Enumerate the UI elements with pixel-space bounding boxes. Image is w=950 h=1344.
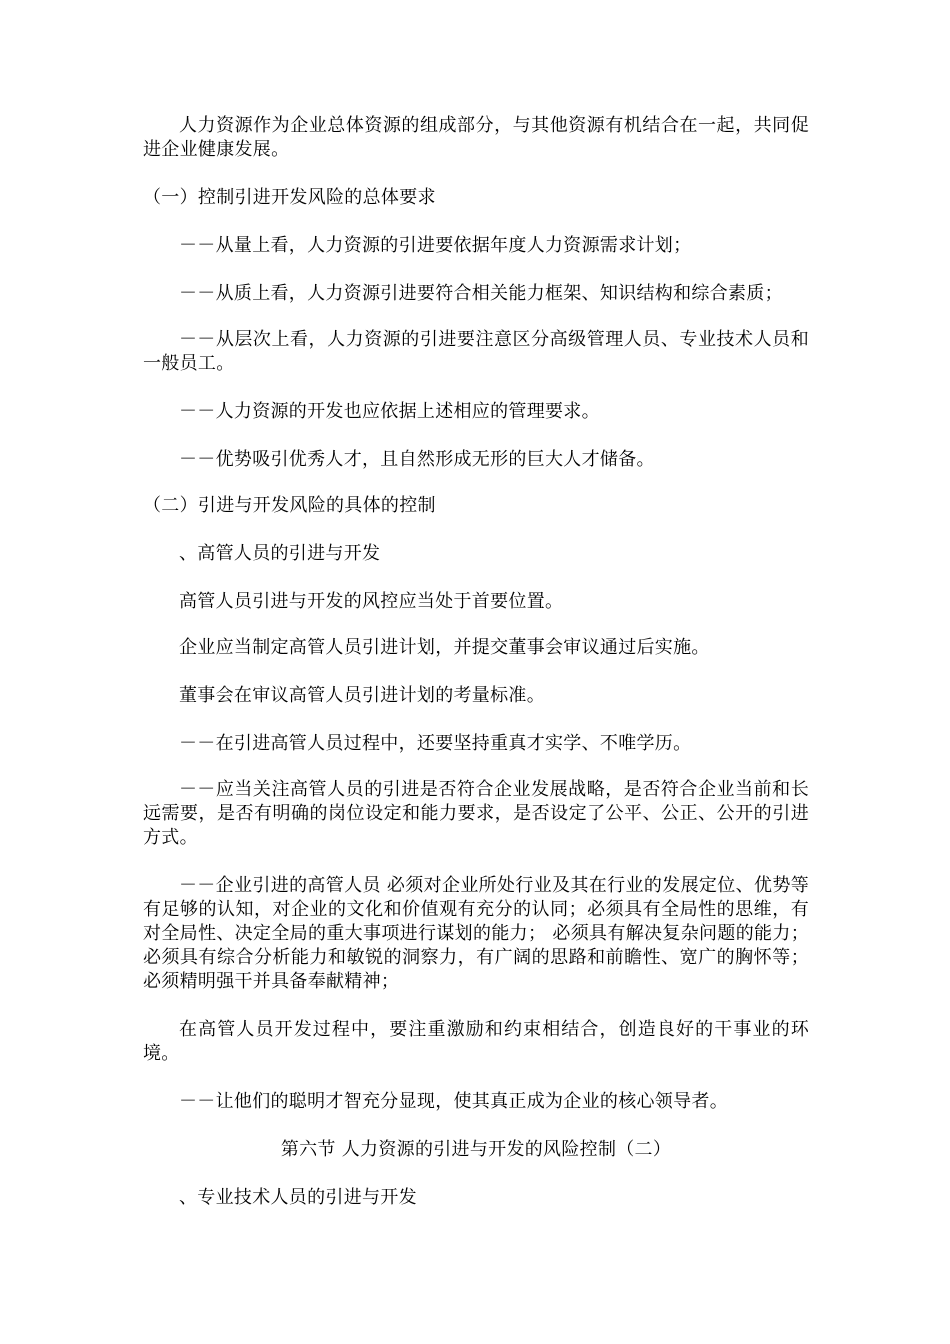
section-title: 第六节 人力资源的引进与开发的风险控制（二） [280,1139,672,1160]
section-heading-2: （二）引进与开发风险的具体的控制 [143,495,436,516]
paragraph-leaders: －－让他们的聪明才智充分显现，使其真正成为企业的核心领导者。 [179,1091,728,1112]
paragraph-quality: －－从质上看，人力资源引进要符合相关能力框架、知识结构和综合素质； [179,283,783,304]
paragraph-priority: 高管人员引进与开发的风控应当处于首要位置。 [179,591,564,612]
paragraph-plan: 企业应当制定高管人员引进计划，并提交董事会审议通过后实施。 [179,637,710,658]
paragraph-requirements: －－企业引进的高管人员 必须对企业所处行业及其在行业的发展定位、优势等有足够的认知，对企业的文化和价值观有充分的认同；必须具有全局性的思维，有对全局性、决定全局的重大事项进行谋划的能力； 必须具有解决复杂问题的能力；必须具有综合分析能力和敏锐的洞察力，有广阔的思路和前瞻性、宽广的胸怀等；必须精明强干并具备奉献精神； [143,875,809,992]
paragraph-level: －－从层次上看，人力资源的引进要注意区分高级管理人员、专业技术人员和一般员工。 [143,329,809,374]
paragraph-attract: －－优势吸引优秀人才，且自然形成无形的巨大人才储备。 [179,449,655,470]
paragraph-development: －－人力资源的开发也应依据上述相应的管理要求。 [179,401,600,422]
paragraph-strategy: －－应当关注高管人员的引进是否符合企业发展战略，是否符合企业当前和长远需要，是否有明确的岗位设定和能力要求，是否设定了公平、公正、公开的引进方式。 [143,779,809,848]
paragraph-board: 董事会在审议高管人员引进计划的考量标准。 [179,685,545,706]
paragraph-intro: 人力资源作为企业总体资源的组成部分，与其他资源有机结合在一起，共同促进企业健康发展。 [143,115,809,160]
subheading-executives: 、高管人员的引进与开发 [179,543,381,564]
paragraph-talent: －－在引进高管人员过程中，还要坚持重真才实学、不唯学历。 [179,733,692,754]
section-heading-1: （一）控制引进开发风险的总体要求 [143,187,436,208]
paragraph-incentive: 在高管人员开发过程中，要注重激励和约束相结合，创造良好的干事业的环境。 [143,1019,809,1064]
paragraph-quantity: －－从量上看，人力资源的引进要依据年度人力资源需求计划； [179,235,692,256]
subheading-technical: 、专业技术人员的引进与开发 [179,1187,417,1208]
